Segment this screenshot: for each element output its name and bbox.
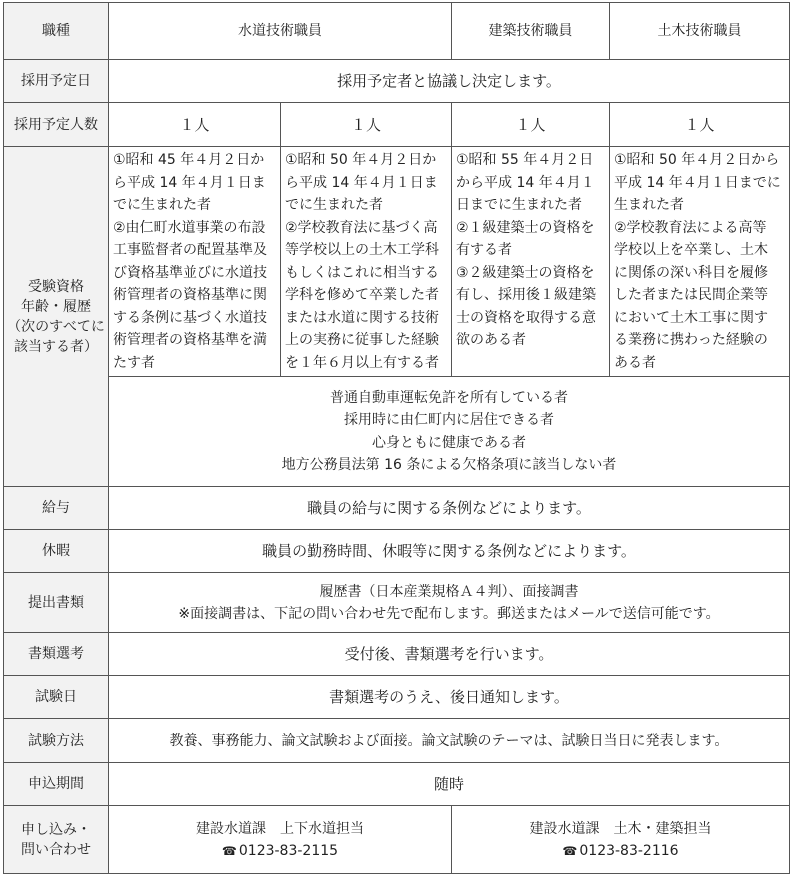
qualification-architecture bbox=[452, 147, 610, 377]
contact-phone-line bbox=[112, 840, 448, 862]
qualification-line: した者または民間企業等 bbox=[614, 287, 768, 303]
documents-note: ※面接調書は、下記の問い合わせ先で配布します。郵送またはメールで送信可能です。 bbox=[178, 605, 720, 622]
qualification-line: ら平成 14 年４月１日ま bbox=[285, 174, 438, 191]
exam-date-row bbox=[4, 676, 790, 719]
screening-row bbox=[4, 633, 790, 676]
qualification-line: 上の実務に従事した経験 bbox=[285, 332, 439, 348]
qualification-line: に関係の深い科目を履修 bbox=[614, 264, 768, 281]
contact-department: 建設水道課 上下水道担当 bbox=[196, 820, 364, 837]
qualification-line: ②由仁町水道事業の布設 bbox=[113, 219, 266, 236]
documents-value bbox=[109, 573, 790, 633]
qualification-line: 工事監督者の配置基準及 bbox=[113, 242, 267, 258]
common-qualification-row bbox=[4, 377, 790, 487]
qualification-label-line: 年齢・履歴 bbox=[21, 298, 91, 315]
qualification-label-line: （次のすべてに bbox=[7, 318, 105, 335]
qualification-line: 等学校以上の土木工学科 bbox=[285, 242, 439, 258]
qualification-line: ①昭和 55 年４月２日 bbox=[456, 152, 594, 168]
leave-row bbox=[4, 530, 790, 573]
qualification-line: ら平成 14 年４月１日ま bbox=[113, 174, 266, 191]
qualification-line: でに生まれた者 bbox=[113, 197, 211, 213]
common-qualification-line: 心身ともに健康である者 bbox=[372, 434, 526, 451]
qualification-label bbox=[4, 147, 109, 487]
qualification-line: 日までに生まれた者 bbox=[456, 197, 582, 213]
telephone-icon: ☎ bbox=[221, 843, 237, 858]
salary-label: 給与 bbox=[4, 487, 109, 530]
recruitment-table bbox=[3, 2, 790, 874]
water-engineer-header: 水道技術職員 bbox=[109, 3, 452, 60]
qualification-line: もしくはこれに相当する bbox=[285, 264, 439, 281]
hire-date-row bbox=[4, 60, 790, 103]
qualification-civil bbox=[610, 147, 790, 377]
qualification-line: または水道に関する技術 bbox=[285, 309, 439, 326]
architecture-engineer-header: 建築技術職員 bbox=[452, 3, 610, 60]
documents-line: 履歴書（日本産業規格Ａ４判）、面接調書 bbox=[319, 583, 579, 600]
application-period-label: 申込期間 bbox=[4, 763, 109, 806]
qualification-line: 生まれた者 bbox=[614, 197, 684, 213]
hire-date-value: 採用予定者と協議し決定します。 bbox=[109, 60, 790, 103]
qualification-line: から平成 14 年４月１ bbox=[456, 174, 595, 191]
contact-water bbox=[109, 806, 452, 874]
contact-phone-number: 0123-83-2116 bbox=[579, 842, 679, 859]
qualification-line: 有し、採用後１級建築 bbox=[456, 287, 596, 303]
exam-method-value: 教養、事務能力、論文試験および面接。論文試験のテーマは、試験日当日に発表します。 bbox=[109, 719, 790, 763]
qualification-water-a bbox=[109, 147, 281, 377]
hire-date-label: 採用予定日 bbox=[4, 60, 109, 103]
header-row bbox=[4, 3, 790, 60]
application-period-value: 随時 bbox=[109, 763, 790, 806]
qualification-line: 有する者 bbox=[456, 242, 512, 258]
qualification-line: 士の資格を取得する意 bbox=[456, 309, 596, 326]
qualification-line: る業務に携わった経験の bbox=[614, 332, 768, 348]
documents-row bbox=[4, 573, 790, 633]
qualification-line: たす者 bbox=[113, 354, 155, 371]
qualification-line: ある者 bbox=[614, 354, 656, 371]
job-type-label: 職種 bbox=[4, 3, 109, 60]
qualification-line: ①昭和 50 年４月２日から bbox=[614, 152, 780, 168]
qualification-line: ②１級建築士の資格を bbox=[456, 219, 595, 236]
leave-value: 職員の勤務時間、休暇等に関する条例などによります。 bbox=[109, 530, 790, 573]
qualification-line: 術管理者の資格基準を満 bbox=[113, 332, 267, 348]
contact-row bbox=[4, 806, 790, 874]
hire-count-label: 採用予定人数 bbox=[4, 103, 109, 147]
qualification-line: において土木工事に関す bbox=[614, 309, 768, 326]
qualification-line: ①昭和 50 年４月２日か bbox=[285, 152, 437, 168]
screening-value: 受付後、書類選考を行います。 bbox=[109, 633, 790, 676]
exam-method-label: 試験方法 bbox=[4, 719, 109, 763]
qualification-line: する条例に基づく水道技 bbox=[113, 309, 267, 326]
qualification-line: 平成 14 年４月１日までに bbox=[614, 174, 781, 191]
contact-label bbox=[4, 806, 109, 874]
qualification-row bbox=[4, 147, 790, 377]
common-qualification-line: 採用時に由仁町内に居住できる者 bbox=[344, 412, 554, 428]
contact-label-line: 申し込み・ bbox=[21, 821, 91, 838]
documents-label: 提出書類 bbox=[4, 573, 109, 633]
salary-value: 職員の給与に関する条例などによります。 bbox=[109, 487, 790, 530]
application-period-row bbox=[4, 763, 790, 806]
common-qualification-line: 地方公務員法第 16 条による欠格条項に該当しない者 bbox=[281, 457, 617, 473]
qualification-line: 術管理者の資格基準に関 bbox=[113, 287, 267, 303]
qualification-line: 学校以上を卒業し、土木 bbox=[614, 242, 768, 258]
hire-count-row bbox=[4, 103, 790, 147]
screening-label: 書類選考 bbox=[4, 633, 109, 676]
contact-department: 建設水道課 土木・建築担当 bbox=[529, 820, 712, 837]
qualification-water-b bbox=[281, 147, 452, 377]
qualification-line: ③２級建築士の資格を bbox=[456, 264, 595, 281]
contact-phone-number: 0123-83-2115 bbox=[238, 842, 339, 859]
salary-row bbox=[4, 487, 790, 530]
qualification-line: を１年６月以上有する者 bbox=[285, 354, 439, 371]
contact-civil-architecture bbox=[452, 806, 790, 874]
qualification-line: ②学校教育法による高等 bbox=[614, 219, 767, 236]
contact-phone-line bbox=[455, 840, 786, 862]
exam-date-value: 書類選考のうえ、後日通知します。 bbox=[109, 676, 790, 719]
exam-method-row bbox=[4, 719, 790, 763]
hire-count-value: １人 bbox=[281, 103, 452, 147]
contact-label-line: 問い合わせ bbox=[21, 841, 91, 858]
qualification-line: 学科を修めて卒業した者 bbox=[285, 287, 439, 303]
hire-count-value: １人 bbox=[452, 103, 610, 147]
qualification-line: ②学校教育法に基づく高 bbox=[285, 219, 438, 236]
common-qualifications bbox=[109, 377, 790, 487]
civil-engineer-header: 土木技術職員 bbox=[610, 3, 790, 60]
exam-date-label: 試験日 bbox=[4, 676, 109, 719]
qualification-line: ①昭和 45 年４月２日か bbox=[113, 152, 265, 168]
qualification-label-line: 該当する者） bbox=[14, 338, 98, 355]
qualification-label-line: 受験資格 bbox=[28, 278, 84, 295]
qualification-line: 欲のある者 bbox=[456, 332, 526, 348]
qualification-line: び資格基準並びに水道技 bbox=[113, 264, 267, 281]
hire-count-value: １人 bbox=[109, 103, 281, 147]
leave-label: 休暇 bbox=[4, 530, 109, 573]
common-qualification-line: 普通自動車運転免許を所有している者 bbox=[330, 389, 568, 406]
qualification-line: でに生まれた者 bbox=[285, 197, 383, 213]
telephone-icon: ☎ bbox=[562, 843, 578, 858]
hire-count-value: １人 bbox=[610, 103, 790, 147]
